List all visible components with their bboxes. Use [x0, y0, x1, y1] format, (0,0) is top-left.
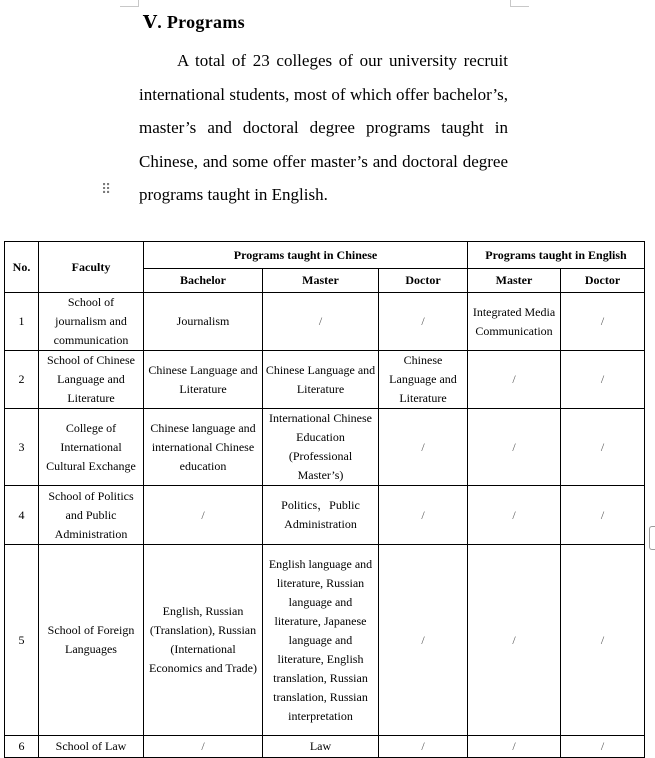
section-heading: Ⅴ. Programs	[143, 12, 245, 32]
cell-master-chinese: /	[263, 293, 379, 351]
cell-doctor-chinese: /	[379, 409, 468, 486]
header-faculty: Faculty	[39, 242, 144, 293]
cell-master-english: /	[468, 351, 561, 409]
cell-master-english: /	[468, 409, 561, 486]
table-row	[5, 293, 645, 351]
cell-doctor-chinese: /	[379, 486, 468, 545]
cell-doctor-chinese: /	[379, 545, 468, 736]
cell-master-english: Integrated Media Communication	[468, 293, 561, 351]
cell-bachelor: Journalism	[144, 293, 263, 351]
header-group-chinese: Programs taught in Chinese	[144, 242, 468, 269]
header-group-english: Programs taught in English	[468, 242, 645, 269]
header-no: No.	[5, 242, 39, 293]
table-row	[5, 736, 645, 758]
page-corner-mark-left	[120, 0, 139, 7]
cell-master-chinese: English language and literature, Russian language and literature, Japanese language and literature, English translation, Russian translation, Russian interpretation	[263, 545, 379, 736]
header-doctor-english: Doctor	[561, 269, 645, 293]
cell-master-chinese: International Chinese Education (Professional Master’s)	[263, 409, 379, 486]
cell-master-chinese: Law	[263, 736, 379, 758]
cell-faculty: College of International Cultural Exchange	[39, 409, 144, 486]
programs-table	[4, 241, 645, 758]
page-edge-marker	[649, 526, 655, 550]
table-row	[5, 409, 645, 486]
cell-master-english: /	[468, 486, 561, 545]
cell-doctor-chinese: /	[379, 293, 468, 351]
cell-doctor-english: /	[561, 351, 645, 409]
cell-doctor-chinese: Chinese Language and Literature	[379, 351, 468, 409]
cell-no: 1	[5, 293, 39, 351]
cell-doctor-english: /	[561, 545, 645, 736]
cell-no: 2	[5, 351, 39, 409]
table-row	[5, 351, 645, 409]
cell-faculty: School of Foreign Languages	[39, 545, 144, 736]
page-corner-mark-right	[510, 0, 529, 7]
cell-bachelor: English, Russian (Translation), Russian (International Economics and Trade)	[144, 545, 263, 736]
header-bachelor: Bachelor	[144, 269, 263, 293]
cell-bachelor: Chinese language and international Chinese education	[144, 409, 263, 486]
cell-bachelor: /	[144, 736, 263, 758]
cell-master-chinese: Chinese Language and Literature	[263, 351, 379, 409]
cell-faculty: School of Politics and Public Administration	[39, 486, 144, 545]
header-doctor-chinese: Doctor	[379, 269, 468, 293]
table-row	[5, 545, 645, 736]
cell-no: 3	[5, 409, 39, 486]
cell-no: 6	[5, 736, 39, 758]
cell-bachelor: Chinese Language and Literature	[144, 351, 263, 409]
cell-doctor-english: /	[561, 409, 645, 486]
cell-no: 5	[5, 545, 39, 736]
cell-faculty: School of Law	[39, 736, 144, 758]
cell-doctor-english: /	[561, 293, 645, 351]
header-master-english: Master	[468, 269, 561, 293]
cell-doctor-english: /	[561, 486, 645, 545]
cell-master-chinese: Politics，Public Administration	[263, 486, 379, 545]
intro-paragraph: A total of 23 colleges of our university recruit international students, most of which offer bachelor’s, master’s and doctoral degree programs taught in Chinese, and some offer master’s and doctoral degree programs taught in English.	[139, 51, 508, 204]
drag-handle-icon[interactable]: ⠿	[101, 182, 112, 198]
cell-bachelor: /	[144, 486, 263, 545]
cell-faculty: School of journalism and communication	[39, 293, 144, 351]
cell-master-english: /	[468, 736, 561, 758]
header-master-chinese: Master	[263, 269, 379, 293]
cell-faculty: School of Chinese Language and Literature	[39, 351, 144, 409]
cell-doctor-chinese: /	[379, 736, 468, 758]
cell-master-english: /	[468, 545, 561, 736]
cell-no: 4	[5, 486, 39, 545]
table-row	[5, 486, 645, 545]
cell-doctor-english: /	[561, 736, 645, 758]
